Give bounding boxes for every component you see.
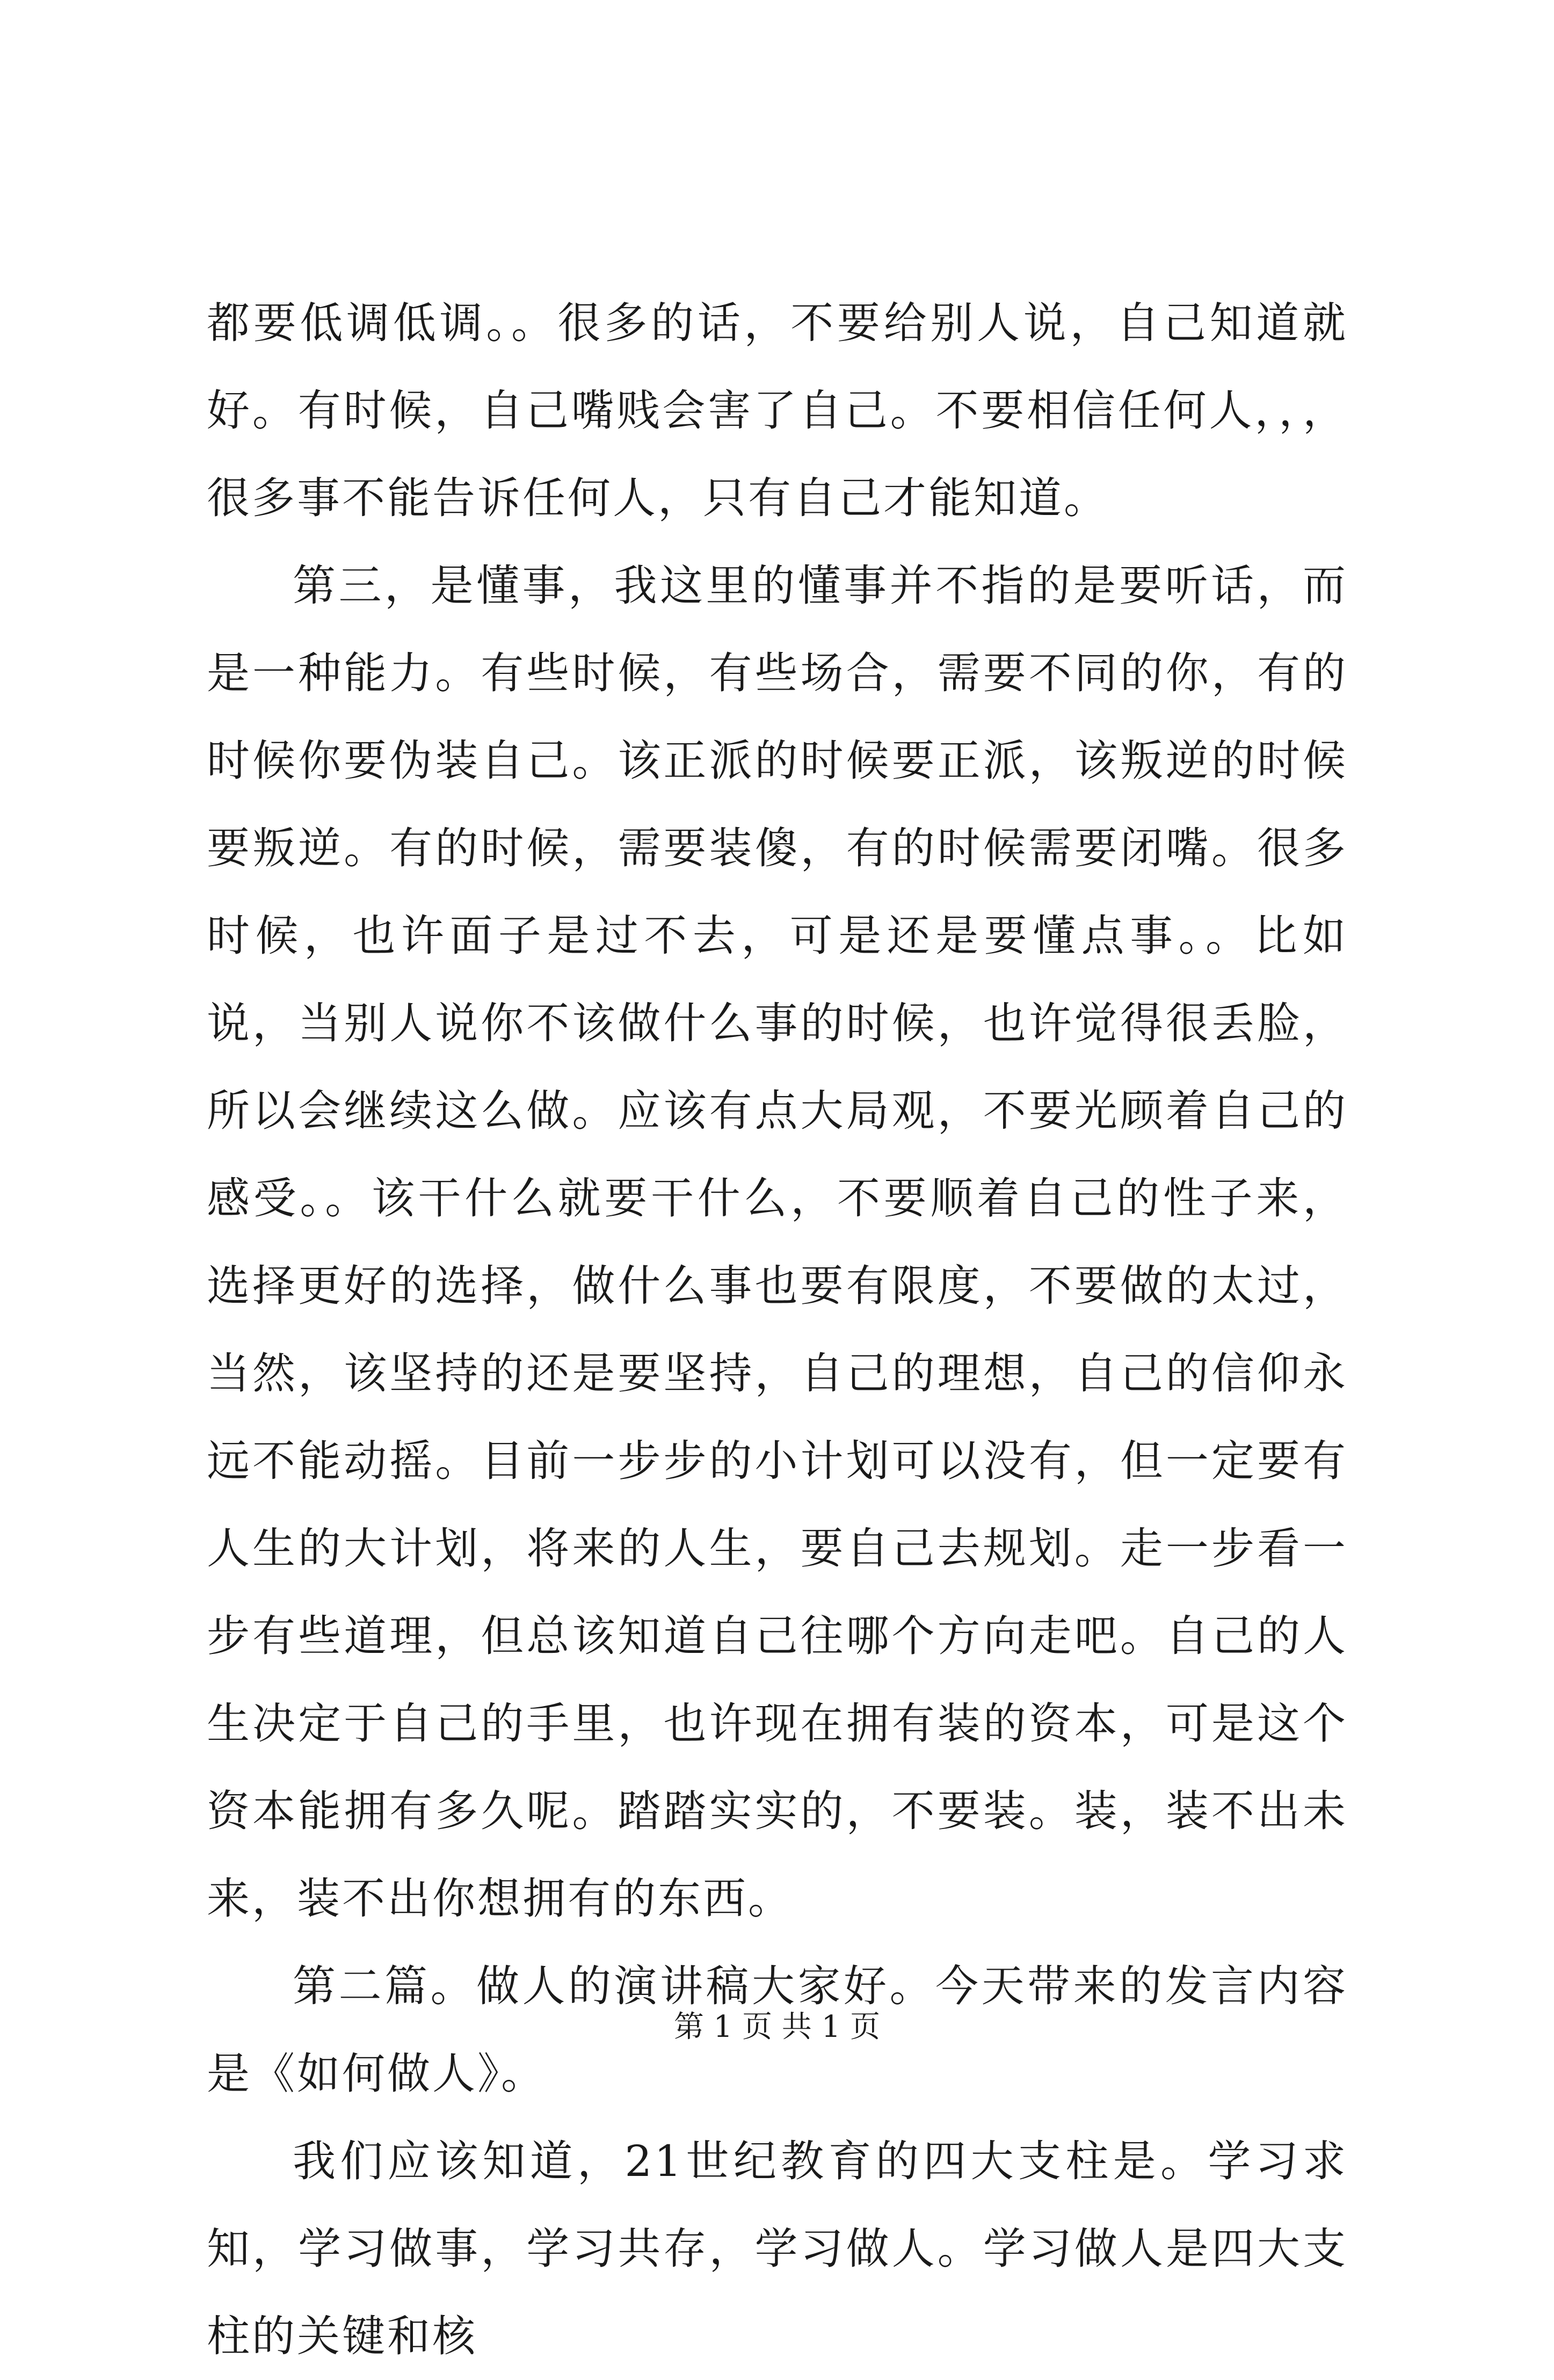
paragraph-third-point: 第三，是懂事，我这里的懂事并不指的是要听话，而是一种能力。有些时候，有些场合，需要不同的你，有的时候你要伪装自己。该正派的时候要正派，该叛逆的时候要叛逆。有的时候，需要装傻，有的时候需要闭嘴。很多时候，也许面子是过不去，可是还是要懂点事。。比如说，当别人说你不该做什么事的时候，也许觉得很丢脸，所以会继续这么做。应该有点大局观，不要光顾着自己的感受。。该干什么就要干什么，不要顺着自己的性子来，选择更好的选择，做什么事也要有限度，不要做的太过，当然，该坚持的还是要坚持，自己的理想，自己的信仰永远不能动摇。目前一步步的小计划可以没有，但一定要有人生的大计划，将来的人生，要自己去规划。走一步看一步有些道理，但总该知道自己往哪个方向走吧。自己的人生决定于自己的手里，也许现在拥有装的资本，可是这个资本能拥有多久呢。踏踏实实的，不要装。装，装不出未来，装不出你想拥有的东西。 <box>207 561 1348 1924</box>
document-body <box>207 279 1348 2380</box>
paragraph-second-article: 第二篇。做人的演讲稿大家好。今天带来的发言内容是《如何做人》。 <box>207 1961 1348 2099</box>
page-footer: 第 1 页 共 1 页 <box>673 2009 881 2044</box>
paragraph-four-pillars: 我们应该知道，21世纪教育的四大支柱是。学习求知，学习做事，学习共存，学习做人。学习做人是四大支柱的关键和核 <box>207 2136 1348 2361</box>
paragraph-continued: 都要低调低调。。很多的话，不要给别人说，自己知道就好。有时候，自己嘴贱会害了自己。不要相信任何人，，，很多事不能告诉任何人，只有自己才能知道。 <box>207 298 1348 523</box>
